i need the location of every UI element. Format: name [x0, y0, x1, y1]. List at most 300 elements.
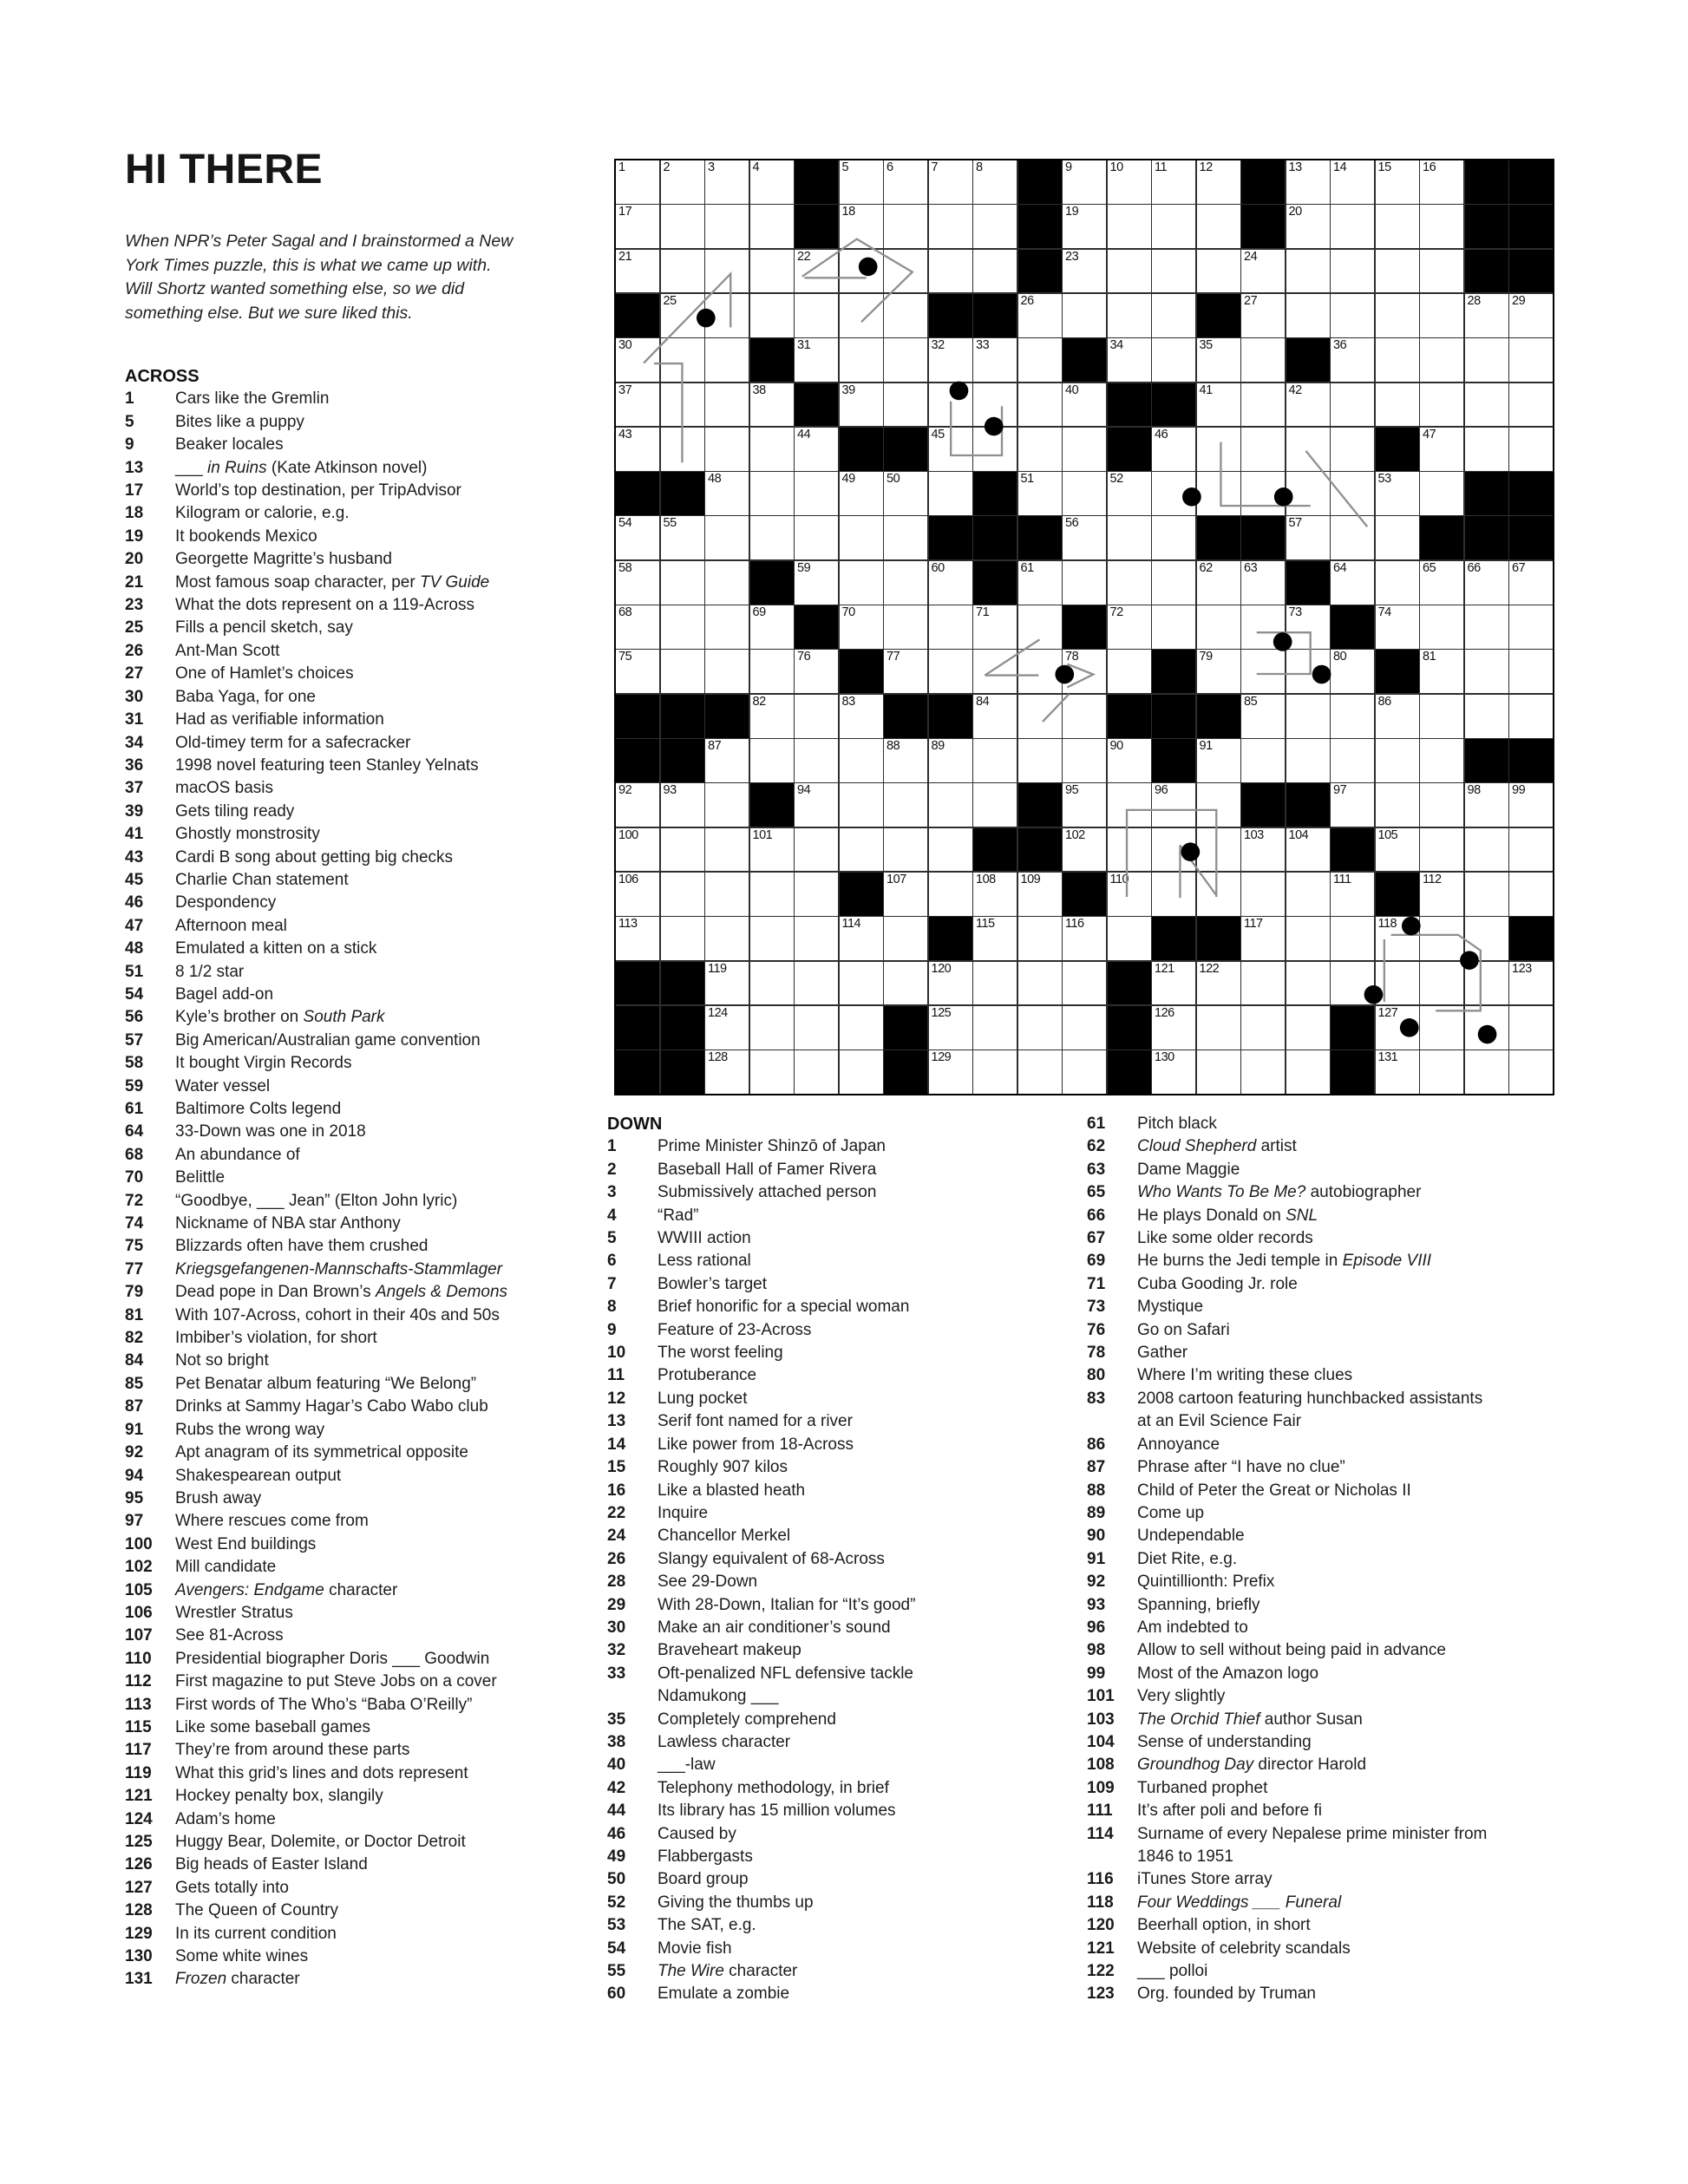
grid-cell[interactable]	[1241, 962, 1285, 1005]
grid-cell[interactable]	[1509, 1006, 1553, 1049]
grid-cell[interactable]	[1465, 1006, 1508, 1049]
grid-cell[interactable]	[1018, 695, 1062, 738]
grid-cell[interactable]	[1286, 828, 1330, 872]
grid-cell[interactable]	[661, 294, 704, 337]
grid-cell[interactable]	[705, 250, 749, 293]
grid-cell[interactable]	[1331, 472, 1374, 515]
grid-cell[interactable]	[929, 739, 972, 782]
grid-cell[interactable]	[1018, 1006, 1062, 1049]
grid-cell[interactable]	[750, 650, 794, 693]
grid-cell[interactable]	[1108, 739, 1151, 782]
grid-cell[interactable]	[1376, 338, 1419, 382]
grid-cell[interactable]	[1376, 828, 1419, 872]
grid-cell[interactable]	[1420, 962, 1463, 1005]
grid-cell[interactable]	[1241, 605, 1285, 649]
grid-cell[interactable]	[1063, 250, 1106, 293]
grid-cell[interactable]	[750, 383, 794, 427]
grid-cell[interactable]	[1152, 828, 1195, 872]
grid-cell[interactable]	[1331, 783, 1374, 827]
grid-cell[interactable]	[705, 783, 749, 827]
grid-cell[interactable]	[884, 917, 927, 960]
grid-cell[interactable]	[1108, 828, 1151, 872]
grid-cell[interactable]	[750, 250, 794, 293]
grid-cell[interactable]	[884, 383, 927, 427]
grid-cell[interactable]	[1063, 650, 1106, 693]
grid-cell[interactable]	[1331, 650, 1374, 693]
grid-cell[interactable]	[1152, 205, 1195, 248]
grid-cell[interactable]	[750, 1006, 794, 1049]
grid-cell[interactable]	[1063, 294, 1106, 337]
grid-cell[interactable]	[795, 338, 838, 382]
grid-cell[interactable]	[1063, 739, 1106, 782]
grid-cell[interactable]	[1509, 294, 1553, 337]
grid-cell[interactable]	[1197, 1006, 1240, 1049]
grid-cell[interactable]	[1241, 1006, 1285, 1049]
grid-cell[interactable]	[1286, 650, 1330, 693]
grid-cell[interactable]	[1376, 605, 1419, 649]
grid-cell[interactable]	[1152, 873, 1195, 916]
grid-cell[interactable]	[1286, 428, 1330, 471]
grid-cell[interactable]	[884, 205, 927, 248]
grid-cell[interactable]	[840, 472, 883, 515]
grid-cell[interactable]	[1063, 428, 1106, 471]
grid-cell[interactable]	[750, 739, 794, 782]
grid-cell[interactable]	[1465, 294, 1508, 337]
grid-cell[interactable]	[1018, 561, 1062, 605]
grid-cell[interactable]	[705, 650, 749, 693]
grid-cell[interactable]	[1376, 962, 1419, 1005]
grid-cell[interactable]	[1197, 1050, 1240, 1094]
grid-cell[interactable]	[840, 250, 883, 293]
grid-cell[interactable]	[1331, 383, 1374, 427]
grid-cell[interactable]	[1241, 1050, 1285, 1094]
grid-cell[interactable]	[1063, 828, 1106, 872]
grid-cell[interactable]	[750, 205, 794, 248]
grid-cell[interactable]	[616, 873, 659, 916]
grid-cell[interactable]	[661, 383, 704, 427]
grid-cell[interactable]	[1331, 250, 1374, 293]
grid-cell[interactable]	[884, 472, 927, 515]
grid-cell[interactable]	[1376, 160, 1419, 204]
grid-cell[interactable]	[973, 160, 1017, 204]
grid-cell[interactable]	[973, 383, 1017, 427]
grid-cell[interactable]	[1376, 695, 1419, 738]
grid-cell[interactable]	[1197, 472, 1240, 515]
grid-cell[interactable]	[884, 160, 927, 204]
grid-cell[interactable]	[1465, 828, 1508, 872]
grid-cell[interactable]	[1197, 338, 1240, 382]
grid-cell[interactable]	[1063, 962, 1106, 1005]
grid-cell[interactable]	[705, 472, 749, 515]
grid-cell[interactable]	[1152, 294, 1195, 337]
grid-cell[interactable]	[1197, 250, 1240, 293]
grid-cell[interactable]	[1420, 294, 1463, 337]
grid-cell[interactable]	[750, 605, 794, 649]
grid-cell[interactable]	[1108, 250, 1151, 293]
grid-cell[interactable]	[884, 828, 927, 872]
grid-cell[interactable]	[973, 739, 1017, 782]
grid-cell[interactable]	[1465, 695, 1508, 738]
grid-cell[interactable]	[1286, 1050, 1330, 1094]
grid-cell[interactable]	[705, 605, 749, 649]
grid-cell[interactable]	[929, 472, 972, 515]
grid-cell[interactable]	[1420, 472, 1463, 515]
grid-cell[interactable]	[705, 739, 749, 782]
grid-cell[interactable]	[616, 605, 659, 649]
grid-cell[interactable]	[1509, 383, 1553, 427]
grid-cell[interactable]	[1018, 917, 1062, 960]
grid-cell[interactable]	[1197, 783, 1240, 827]
grid-cell[interactable]	[705, 516, 749, 559]
grid-cell[interactable]	[973, 338, 1017, 382]
grid-cell[interactable]	[1420, 383, 1463, 427]
grid-cell[interactable]	[1509, 1050, 1553, 1094]
grid-cell[interactable]	[661, 250, 704, 293]
grid-cell[interactable]	[884, 739, 927, 782]
grid-cell[interactable]	[1331, 695, 1374, 738]
grid-cell[interactable]	[1108, 561, 1151, 605]
grid-cell[interactable]	[616, 828, 659, 872]
grid-cell[interactable]	[661, 516, 704, 559]
grid-cell[interactable]	[1152, 472, 1195, 515]
grid-cell[interactable]	[1376, 917, 1419, 960]
grid-cell[interactable]	[705, 561, 749, 605]
grid-cell[interactable]	[1197, 828, 1240, 872]
grid-cell[interactable]	[750, 873, 794, 916]
grid-cell[interactable]	[1108, 294, 1151, 337]
grid-cell[interactable]	[1420, 205, 1463, 248]
grid-cell[interactable]	[661, 338, 704, 382]
grid-cell[interactable]	[1420, 783, 1463, 827]
grid-cell[interactable]	[1286, 962, 1330, 1005]
grid-cell[interactable]	[616, 250, 659, 293]
grid-cell[interactable]	[884, 605, 927, 649]
grid-cell[interactable]	[795, 828, 838, 872]
grid-cell[interactable]	[616, 383, 659, 427]
grid-cell[interactable]	[1063, 160, 1106, 204]
grid-cell[interactable]	[1241, 428, 1285, 471]
grid-cell[interactable]	[1063, 383, 1106, 427]
grid-cell[interactable]	[1376, 783, 1419, 827]
grid-cell[interactable]	[1331, 294, 1374, 337]
grid-cell[interactable]	[929, 650, 972, 693]
grid-cell[interactable]	[616, 783, 659, 827]
grid-cell[interactable]	[1286, 739, 1330, 782]
grid-cell[interactable]	[750, 428, 794, 471]
grid-cell[interactable]	[1420, 695, 1463, 738]
grid-cell[interactable]	[884, 516, 927, 559]
grid-cell[interactable]	[1465, 383, 1508, 427]
grid-cell[interactable]	[750, 1050, 794, 1094]
grid-cell[interactable]	[1509, 873, 1553, 916]
grid-cell[interactable]	[1152, 160, 1195, 204]
grid-cell[interactable]	[750, 472, 794, 515]
grid-cell[interactable]	[1063, 561, 1106, 605]
grid-cell[interactable]	[795, 250, 838, 293]
grid-cell[interactable]	[705, 294, 749, 337]
grid-cell[interactable]	[705, 962, 749, 1005]
grid-cell[interactable]	[661, 783, 704, 827]
grid-cell[interactable]	[1286, 605, 1330, 649]
grid-cell[interactable]	[795, 917, 838, 960]
grid-cell[interactable]	[1197, 605, 1240, 649]
grid-cell[interactable]	[1018, 962, 1062, 1005]
grid-cell[interactable]	[1286, 516, 1330, 559]
grid-cell[interactable]	[1331, 428, 1374, 471]
grid-cell[interactable]	[616, 561, 659, 605]
grid-cell[interactable]	[1420, 338, 1463, 382]
grid-cell[interactable]	[840, 962, 883, 1005]
grid-cell[interactable]	[1152, 516, 1195, 559]
grid-cell[interactable]	[1286, 160, 1330, 204]
grid-cell[interactable]	[1286, 1006, 1330, 1049]
grid-cell[interactable]	[795, 739, 838, 782]
grid-cell[interactable]	[795, 650, 838, 693]
grid-cell[interactable]	[1241, 828, 1285, 872]
grid-cell[interactable]	[750, 516, 794, 559]
grid-cell[interactable]	[1509, 695, 1553, 738]
grid-cell[interactable]	[705, 205, 749, 248]
grid-cell[interactable]	[705, 1050, 749, 1094]
grid-cell[interactable]	[973, 205, 1017, 248]
grid-cell[interactable]	[1376, 516, 1419, 559]
grid-cell[interactable]	[929, 962, 972, 1005]
grid-cell[interactable]	[1376, 739, 1419, 782]
grid-cell[interactable]	[1197, 160, 1240, 204]
grid-cell[interactable]	[661, 561, 704, 605]
grid-cell[interactable]	[795, 1050, 838, 1094]
grid-cell[interactable]	[795, 516, 838, 559]
grid-cell[interactable]	[1241, 561, 1285, 605]
grid-cell[interactable]	[1286, 695, 1330, 738]
grid-cell[interactable]	[1509, 650, 1553, 693]
grid-cell[interactable]	[750, 294, 794, 337]
grid-cell[interactable]	[884, 561, 927, 605]
grid-cell[interactable]	[795, 561, 838, 605]
grid-cell[interactable]	[1509, 783, 1553, 827]
grid-cell[interactable]	[661, 605, 704, 649]
grid-cell[interactable]	[1063, 516, 1106, 559]
grid-cell[interactable]	[840, 783, 883, 827]
grid-cell[interactable]	[1241, 650, 1285, 693]
grid-cell[interactable]	[840, 205, 883, 248]
grid-cell[interactable]	[1509, 338, 1553, 382]
grid-cell[interactable]	[1152, 1006, 1195, 1049]
grid-cell[interactable]	[1197, 383, 1240, 427]
grid-cell[interactable]	[1465, 650, 1508, 693]
grid-cell[interactable]	[795, 783, 838, 827]
grid-cell[interactable]	[1063, 472, 1106, 515]
grid-cell[interactable]	[1465, 605, 1508, 649]
grid-cell[interactable]	[840, 561, 883, 605]
grid-cell[interactable]	[1331, 962, 1374, 1005]
grid-cell[interactable]	[616, 160, 659, 204]
grid-cell[interactable]	[1509, 962, 1553, 1005]
grid-cell[interactable]	[1241, 250, 1285, 293]
grid-cell[interactable]	[1108, 338, 1151, 382]
grid-cell[interactable]	[1331, 739, 1374, 782]
grid-cell[interactable]	[840, 828, 883, 872]
grid-cell[interactable]	[1420, 561, 1463, 605]
grid-cell[interactable]	[1376, 1006, 1419, 1049]
grid-cell[interactable]	[1376, 205, 1419, 248]
grid-cell[interactable]	[1108, 472, 1151, 515]
grid-cell[interactable]	[795, 962, 838, 1005]
grid-cell[interactable]	[750, 962, 794, 1005]
grid-cell[interactable]	[705, 1006, 749, 1049]
grid-cell[interactable]	[1420, 739, 1463, 782]
grid-cell[interactable]	[929, 783, 972, 827]
grid-cell[interactable]	[1420, 1006, 1463, 1049]
grid-cell[interactable]	[750, 917, 794, 960]
grid-cell[interactable]	[929, 160, 972, 204]
grid-cell[interactable]	[1376, 561, 1419, 605]
grid-cell[interactable]	[1108, 160, 1151, 204]
grid-cell[interactable]	[616, 428, 659, 471]
grid-cell[interactable]	[1108, 650, 1151, 693]
grid-cell[interactable]	[1018, 1050, 1062, 1094]
grid-cell[interactable]	[1018, 873, 1062, 916]
grid-cell[interactable]	[1331, 917, 1374, 960]
grid-cell[interactable]	[1241, 917, 1285, 960]
grid-cell[interactable]	[1152, 962, 1195, 1005]
grid-cell[interactable]	[1420, 828, 1463, 872]
grid-cell[interactable]	[884, 650, 927, 693]
grid-cell[interactable]	[929, 873, 972, 916]
grid-cell[interactable]	[795, 1006, 838, 1049]
grid-cell[interactable]	[1286, 294, 1330, 337]
grid-cell[interactable]	[929, 383, 972, 427]
grid-cell[interactable]	[840, 338, 883, 382]
grid-cell[interactable]	[795, 428, 838, 471]
grid-cell[interactable]	[929, 605, 972, 649]
grid-cell[interactable]	[884, 338, 927, 382]
grid-cell[interactable]	[1286, 873, 1330, 916]
grid-cell[interactable]	[1286, 250, 1330, 293]
grid-cell[interactable]	[1509, 605, 1553, 649]
grid-cell[interactable]	[1241, 472, 1285, 515]
grid-cell[interactable]	[929, 428, 972, 471]
grid-cell[interactable]	[1108, 205, 1151, 248]
grid-cell[interactable]	[1465, 428, 1508, 471]
grid-cell[interactable]	[929, 250, 972, 293]
grid-cell[interactable]	[1197, 739, 1240, 782]
grid-cell[interactable]	[616, 650, 659, 693]
grid-cell[interactable]	[1018, 739, 1062, 782]
grid-cell[interactable]	[1465, 338, 1508, 382]
grid-cell[interactable]	[795, 472, 838, 515]
grid-cell[interactable]	[840, 917, 883, 960]
grid-cell[interactable]	[973, 605, 1017, 649]
grid-cell[interactable]	[1420, 650, 1463, 693]
grid-cell[interactable]	[1331, 516, 1374, 559]
grid-cell[interactable]	[616, 205, 659, 248]
grid-cell[interactable]	[705, 160, 749, 204]
grid-cell[interactable]	[1152, 428, 1195, 471]
grid-cell[interactable]	[1331, 338, 1374, 382]
grid-cell[interactable]	[1018, 428, 1062, 471]
grid-cell[interactable]	[616, 338, 659, 382]
grid-cell[interactable]	[884, 873, 927, 916]
grid-cell[interactable]	[1241, 873, 1285, 916]
grid-cell[interactable]	[840, 605, 883, 649]
grid-cell[interactable]	[795, 873, 838, 916]
grid-cell[interactable]	[1420, 1050, 1463, 1094]
grid-cell[interactable]	[929, 338, 972, 382]
grid-cell[interactable]	[1063, 1050, 1106, 1094]
grid-cell[interactable]	[1331, 160, 1374, 204]
grid-cell[interactable]	[705, 917, 749, 960]
grid-cell[interactable]	[750, 828, 794, 872]
grid-cell[interactable]	[705, 338, 749, 382]
grid-cell[interactable]	[973, 695, 1017, 738]
grid-cell[interactable]	[1018, 294, 1062, 337]
grid-cell[interactable]	[840, 1050, 883, 1094]
grid-cell[interactable]	[1063, 205, 1106, 248]
grid-cell[interactable]	[1241, 739, 1285, 782]
grid-cell[interactable]	[661, 428, 704, 471]
grid-cell[interactable]	[705, 428, 749, 471]
grid-cell[interactable]	[1152, 561, 1195, 605]
grid-cell[interactable]	[1018, 472, 1062, 515]
grid-cell[interactable]	[1108, 605, 1151, 649]
grid-cell[interactable]	[795, 695, 838, 738]
grid-cell[interactable]	[1152, 783, 1195, 827]
grid-cell[interactable]	[840, 383, 883, 427]
grid-cell[interactable]	[1018, 383, 1062, 427]
grid-cell[interactable]	[1420, 605, 1463, 649]
grid-cell[interactable]	[840, 739, 883, 782]
grid-cell[interactable]	[973, 250, 1017, 293]
grid-cell[interactable]	[1376, 472, 1419, 515]
grid-cell[interactable]	[840, 160, 883, 204]
grid-cell[interactable]	[661, 873, 704, 916]
grid-cell[interactable]	[1420, 160, 1463, 204]
grid-cell[interactable]	[929, 205, 972, 248]
grid-cell[interactable]	[705, 383, 749, 427]
grid-cell[interactable]	[1420, 428, 1463, 471]
grid-cell[interactable]	[840, 695, 883, 738]
grid-cell[interactable]	[973, 1050, 1017, 1094]
grid-cell[interactable]	[1465, 917, 1508, 960]
grid-cell[interactable]	[1152, 605, 1195, 649]
grid-cell[interactable]	[1241, 383, 1285, 427]
grid-cell[interactable]	[1509, 828, 1553, 872]
grid-cell[interactable]	[973, 917, 1017, 960]
grid-cell[interactable]	[661, 917, 704, 960]
grid-cell[interactable]	[1108, 873, 1151, 916]
grid-cell[interactable]	[929, 561, 972, 605]
grid-cell[interactable]	[1108, 917, 1151, 960]
grid-cell[interactable]	[1152, 338, 1195, 382]
grid-cell[interactable]	[661, 828, 704, 872]
grid-cell[interactable]	[1152, 250, 1195, 293]
grid-cell[interactable]	[1197, 428, 1240, 471]
grid-cell[interactable]	[750, 695, 794, 738]
grid-cell[interactable]	[1197, 873, 1240, 916]
grid-cell[interactable]	[840, 1006, 883, 1049]
grid-cell[interactable]	[1420, 250, 1463, 293]
grid-cell[interactable]	[1108, 783, 1151, 827]
grid-cell[interactable]	[795, 294, 838, 337]
grid-cell[interactable]	[1331, 873, 1374, 916]
grid-cell[interactable]	[884, 783, 927, 827]
grid-cell[interactable]	[1018, 605, 1062, 649]
grid-cell[interactable]	[973, 783, 1017, 827]
grid-cell[interactable]	[661, 160, 704, 204]
grid-cell[interactable]	[840, 294, 883, 337]
grid-cell[interactable]	[661, 205, 704, 248]
